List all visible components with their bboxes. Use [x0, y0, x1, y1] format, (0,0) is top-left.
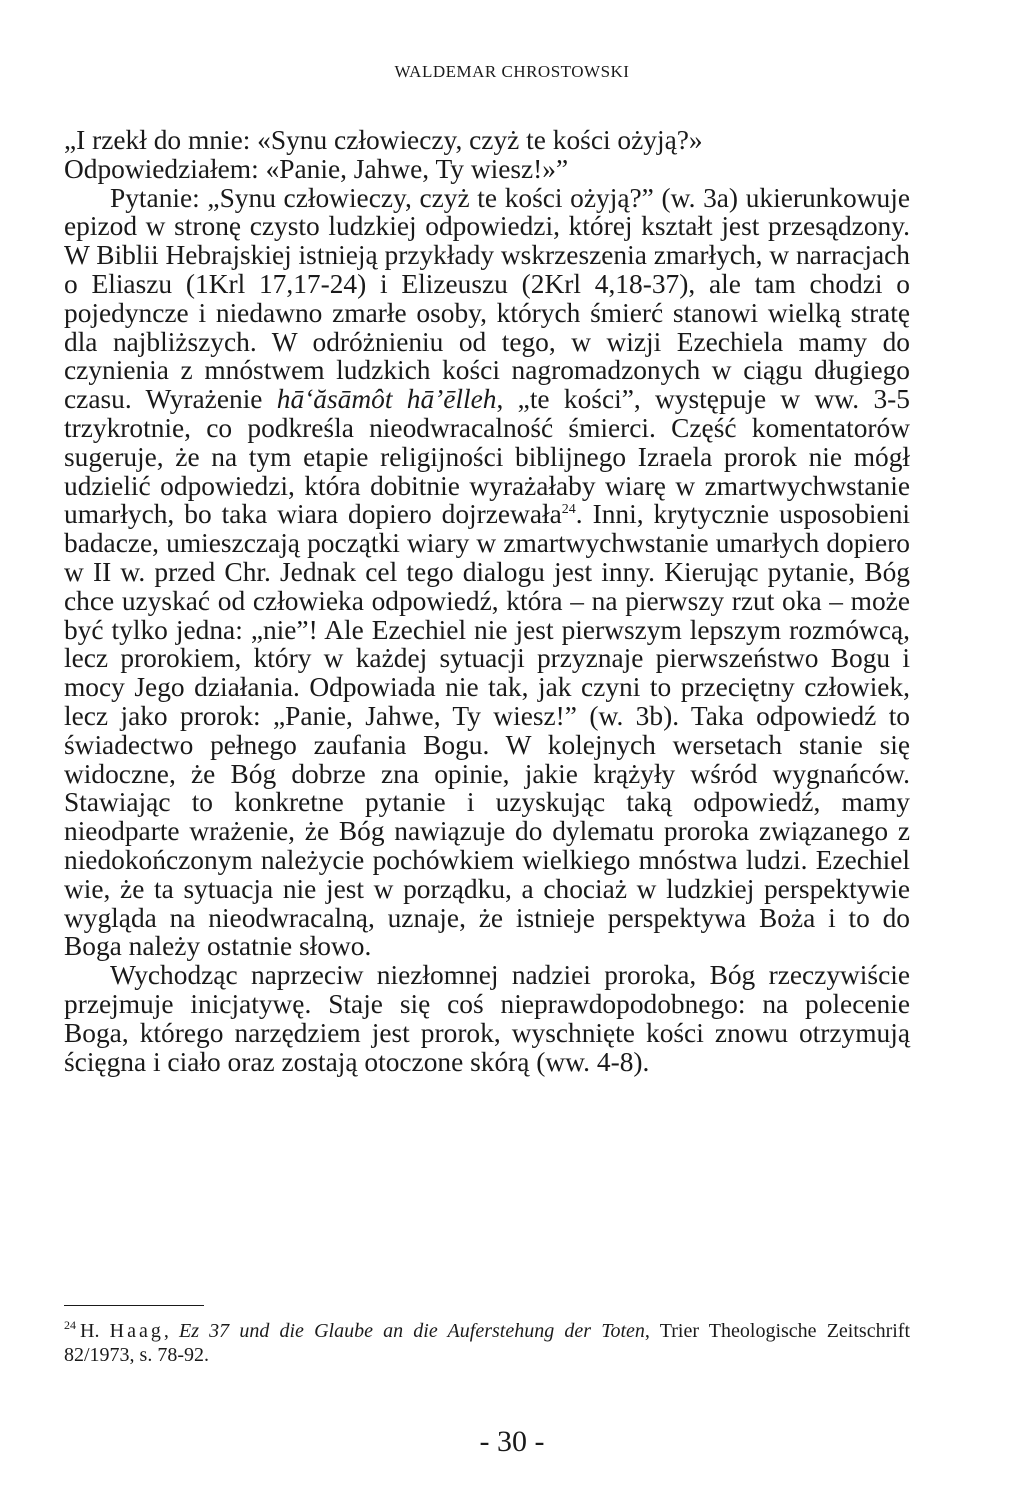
footnote-rest: , Trier Theologische Zeitschrift 82/1973, s. 78-92. — [64, 1320, 911, 1366]
footnote-title: Ez 37 und die Glaube an die Auferstehung der Toten — [179, 1320, 645, 1342]
footnote-divider — [64, 1305, 204, 1306]
footnote-number: 24 — [64, 1318, 76, 1333]
paragraph-1-part-b: , „te kości”, występuje w ww. 3-5 trzykrotnie, co podkreśla nieodwracalność śmierci. Część komentatorów sugeruje, że na tym etapie religijności biblijnego Izraela prorok nie mógł udzielić odpowiedzi, która dobitnie wyrażałaby wiarę w zmartwychwstanie umarłych, bo taka wiara dopiero dojrzewała — [64, 384, 910, 530]
footnote-author-initial: H. — [80, 1320, 110, 1342]
footnote-reference[interactable]: 24 — [561, 502, 576, 518]
main-text — [64, 126, 910, 1076]
paragraph-1 — [64, 184, 910, 962]
quote-line-2: Odpowiedziałem: «Panie, Jahwe, Ty wiesz!»” — [64, 153, 569, 184]
running-head: WALDEMAR CHROSTOWSKI — [394, 62, 630, 81]
footnote-separator: , — [163, 1320, 179, 1342]
hebrew-phrase: hā‘ăsāmôt hā’ēlleh — [276, 384, 497, 415]
page-number: - 30 - — [479, 1425, 545, 1458]
paragraph-2: Wychodząc naprzeciw niezłomnej nadziei proroka, Bóg rzeczywiście przejmuje inicjatywę. Staje się coś nieprawdopodobnego: na polecenie Boga, którego narzędziem jest prorok, wyschnięte kości znowu otrzymują ścięgna i ciało oraz zostają otoczone skórą (ww. 4-8). — [64, 960, 910, 1077]
quote-line-1: „I rzekł do mnie: «Synu człowieczy, czyż te kości ożyją?» — [64, 125, 703, 155]
footnote-author-surname: Haag — [109, 1320, 164, 1342]
paragraph-1-part-a: Pytanie: „Synu człowieczy, czyż te kości ożyją?” (w. 3a) ukierunkowuje epizod w stronę czysto ludzkiej odpowiedzi, której kształt jest przesądzony. W Biblii Hebrajskiej istnieją przykłady wskrzeszenia zmarłych, w narracjach o Eliaszu (1Krl 17,17-24) i Elizeuszu (2Krl 4,18-37), ale tam chodzi o pojedyncze i niedawno zmarłe osoby, których śmierć stanowi wielką stratę dla najbliższych. W odróżnieniu od tego, w wizji Ezechiela mamy do czynienia z mnóstwem ludzkich kości nagromadzonych w ciągu długiego czasu. Wyrażenie — [64, 182, 910, 415]
footnote-24 — [64, 1320, 910, 1367]
paragraph-1-part-c: . Inni, krytycznie usposobieni badacze, umieszczają początki wiary w zmartwychwstanie umarłych dopiero w II w. przed Chr. Jednak cel tego dialogu jest inny. Kierując pytanie, Bóg chce uzyskać od człowieka odpowiedź, która – na pierwszy rzut oka – może być tylko jedna: „nie”! Ale Ezechiel nie jest pierwszym lepszym rozmówcą, lecz prorokiem, który w każdej sytuacji przyznaje pierwszeństwo Bogu i mocy Jego działania. Odpowiada nie tak, jak czyni to przeciętny człowiek, lecz jako prorok: „Panie, Jahwe, Ty wiesz!” (w. 3b). Taka odpowiedź to świadectwo pełnego zaufania Bogu. W kolejnych wersetach stanie się widoczne, że Bóg dobrze zna opinie, jakie krążyły wśród wygnańców. Stawiając to konkretne pytanie i uzyskując taką odpowiedź, mamy nieodparte wrażenie, że Bóg nawiązuje do dylematu proroka związanego z niedokończonym należycie pochówkiem wielkiego mnóstwa ludzi. Ezechiel wie, że ta sytuacja nie jest w porządku, a chociaż w ludzkiej perspektywie wygląda na nieodwracalną, uznaje, że istnieje perspektywa Boża i to do Boga należy ostatnie słowo. — [64, 499, 910, 962]
